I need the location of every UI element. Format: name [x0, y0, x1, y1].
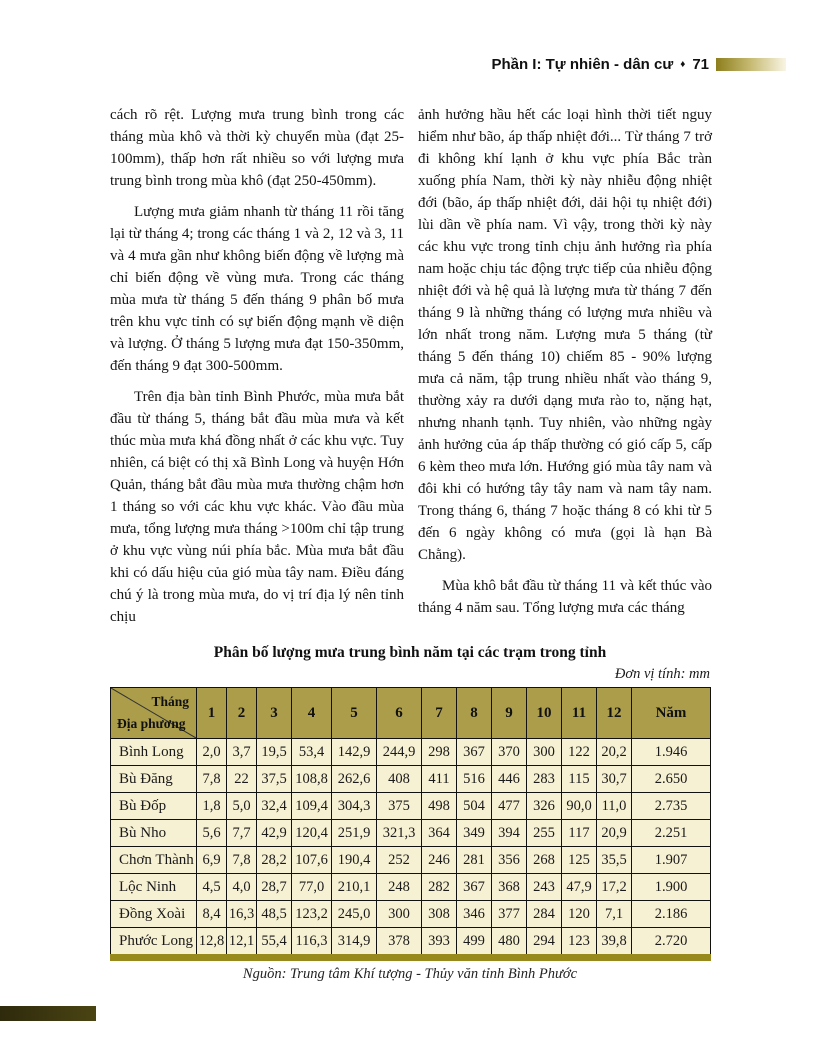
month-header-cell: 10 [527, 688, 562, 739]
rain-value-cell: 408 [377, 766, 422, 793]
rain-value-cell: 2,0 [197, 739, 227, 766]
rain-value-cell: 2.251 [632, 820, 711, 847]
rain-value-cell: 368 [492, 874, 527, 901]
right-column [418, 104, 712, 637]
rain-value-cell: 1.907 [632, 847, 711, 874]
rain-value-cell: 255 [527, 820, 562, 847]
rain-value-cell: 282 [422, 874, 457, 901]
station-name-cell: Phước Long [111, 928, 197, 958]
running-header [0, 56, 786, 73]
paragraph: Lượng mưa giảm nhanh từ tháng 11 rồi tăng lại từ tháng 4; trong các tháng 1 và 2, 12 và 3, 11 và 4 mưa gần như không biến động về lượng mà chỉ biến động về vùng mưa. Trong các tháng mùa mưa từ tháng 5 đến tháng 9 phân bố mưa trên khu vực tỉnh có sự biến động mạnh về diện và lượng. Ở tháng 5 lượng mưa đạt 150-350mm, đến tháng 9 đạt 300-500mm. [110, 204, 404, 374]
rain-value-cell: 246 [422, 847, 457, 874]
rain-value-cell: 28,7 [257, 874, 292, 901]
rain-value-cell: 107,6 [292, 847, 332, 874]
rain-value-cell: 349 [457, 820, 492, 847]
table-title: Phân bố lượng mưa trung bình năm tại các trạm trong tỉnh [213, 644, 607, 661]
month-header-cell: 11 [562, 688, 597, 739]
rain-value-cell: 37,5 [257, 766, 292, 793]
station-name-cell: Bù Đăng [111, 766, 197, 793]
rain-value-cell: 117 [562, 820, 597, 847]
diamond-icon: ♦ [680, 59, 686, 70]
rain-value-cell: 1.946 [632, 739, 711, 766]
rain-value-cell: 116,3 [292, 928, 332, 958]
rain-value-cell: 19,5 [257, 739, 292, 766]
rain-value-cell: 2.650 [632, 766, 711, 793]
rain-value-cell: 122 [562, 739, 597, 766]
month-header-cell: 4 [292, 688, 332, 739]
rain-value-cell: 7,8 [227, 847, 257, 874]
rain-value-cell: 5,6 [197, 820, 227, 847]
rain-value-cell: 190,4 [332, 847, 377, 874]
rain-value-cell: 251,9 [332, 820, 377, 847]
rain-value-cell: 446 [492, 766, 527, 793]
rain-value-cell: 210,1 [332, 874, 377, 901]
rain-value-cell: 20,2 [597, 739, 632, 766]
rain-value-cell: 498 [422, 793, 457, 820]
rain-value-cell: 11,0 [597, 793, 632, 820]
month-header-cell: 7 [422, 688, 457, 739]
station-name-cell: Bình Long [111, 739, 197, 766]
rain-value-cell: 53,4 [292, 739, 332, 766]
rain-value-cell: 2.186 [632, 901, 711, 928]
rain-value-cell: 298 [422, 739, 457, 766]
rain-value-cell: 356 [492, 847, 527, 874]
table-row [111, 928, 711, 958]
rain-value-cell: 516 [457, 766, 492, 793]
rain-value-cell: 262,6 [332, 766, 377, 793]
rain-value-cell: 125 [562, 847, 597, 874]
table-row [111, 793, 711, 820]
rain-value-cell: 35,5 [597, 847, 632, 874]
month-header-cell: 6 [377, 688, 422, 739]
rain-value-cell: 364 [422, 820, 457, 847]
header-title: Phần I: Tự nhiên - dân cư [491, 56, 674, 73]
rain-value-cell: 90,0 [562, 793, 597, 820]
rain-value-cell: 12,1 [227, 928, 257, 958]
rain-value-cell: 252 [377, 847, 422, 874]
rain-value-cell: 321,3 [377, 820, 422, 847]
rain-value-cell: 16,3 [227, 901, 257, 928]
rain-value-cell: 283 [527, 766, 562, 793]
rain-value-cell: 28,2 [257, 847, 292, 874]
paragraph: Trên địa bàn tỉnh Bình Phước, mùa mưa bắt đầu từ tháng 5, tháng bắt đầu mùa mưa và kết thúc mùa mưa khá đồng nhất ở các khu vực. Tuy nhiên, cá biệt có thị xã Bình Long và huyện Hớn Quản, tháng bắt đầu mùa mưa thường chậm hơn 1 tháng so với các khu vực khác. Vào đầu mùa mưa, tổng lượng mưa tháng >100m chỉ tập trung ở khu vực vùng núi phía bắc. Mùa mưa bắt đầu khi có dấu hiệu của gió mùa tây nam. Điều đáng chú ý là trong mùa mưa, do vị trí địa lý nên tỉnh chịu [110, 389, 404, 625]
rain-value-cell: 32,4 [257, 793, 292, 820]
text-columns [110, 104, 712, 637]
rain-value-cell: 268 [527, 847, 562, 874]
rain-value-cell: 120 [562, 901, 597, 928]
month-header-cell: 12 [597, 688, 632, 739]
month-header-cell: 8 [457, 688, 492, 739]
rain-value-cell: 245,0 [332, 901, 377, 928]
month-header-cell: 2 [227, 688, 257, 739]
rain-value-cell: 4,5 [197, 874, 227, 901]
rain-value-cell: 55,4 [257, 928, 292, 958]
month-header-cell: 3 [257, 688, 292, 739]
rain-value-cell: 394 [492, 820, 527, 847]
table-header-row [111, 688, 711, 739]
rain-value-cell: 300 [377, 901, 422, 928]
month-header-cell: 5 [332, 688, 377, 739]
station-name-cell: Lộc Ninh [111, 874, 197, 901]
rain-value-cell: 7,8 [197, 766, 227, 793]
rain-value-cell: 12,8 [197, 928, 227, 958]
rain-value-cell: 294 [527, 928, 562, 958]
station-name-cell: Bù Đốp [111, 793, 197, 820]
corner-header-cell [111, 688, 197, 739]
table-row [111, 739, 711, 766]
station-name-cell: Đồng Xoài [111, 901, 197, 928]
rain-value-cell: 108,8 [292, 766, 332, 793]
rain-value-cell: 477 [492, 793, 527, 820]
rain-value-cell: 281 [457, 847, 492, 874]
rain-value-cell: 314,9 [332, 928, 377, 958]
corner-label-location: Địa phương [117, 716, 186, 731]
rain-value-cell: 499 [457, 928, 492, 958]
rainfall-table [110, 687, 711, 961]
rain-value-cell: 6,9 [197, 847, 227, 874]
table-row [111, 847, 711, 874]
rain-value-cell: 393 [422, 928, 457, 958]
rain-value-cell: 3,7 [227, 739, 257, 766]
header-gradient-bar [716, 58, 786, 71]
page-number: 71 [692, 56, 709, 73]
corner-label-month: Tháng [151, 694, 189, 709]
paragraph: Mùa khô bắt đầu từ tháng 11 và kết thúc vào tháng 4 năm sau. Tổng lượng mưa các tháng [418, 578, 712, 616]
paragraph: cách rõ rệt. Lượng mưa trung bình trong các tháng mùa khô và thời kỳ chuyển mùa (đạt 25-100mm), thấp hơn rất nhiều so với lượng mưa trung bình trong mùa khô (đạt 250-450mm). [110, 107, 404, 189]
rain-value-cell: 115 [562, 766, 597, 793]
rain-value-cell: 7,7 [227, 820, 257, 847]
rain-value-cell: 39,8 [597, 928, 632, 958]
station-name-cell: Bù Nho [111, 820, 197, 847]
rain-value-cell: 1,8 [197, 793, 227, 820]
rain-value-cell: 5,0 [227, 793, 257, 820]
rain-value-cell: 243 [527, 874, 562, 901]
month-header-cell: 1 [197, 688, 227, 739]
rain-value-cell: 377 [492, 901, 527, 928]
rain-value-cell: 304,3 [332, 793, 377, 820]
rain-value-cell: 30,7 [597, 766, 632, 793]
rain-value-cell: 120,4 [292, 820, 332, 847]
rain-value-cell: 48,5 [257, 901, 292, 928]
rain-value-cell: 7,1 [597, 901, 632, 928]
rain-value-cell: 142,9 [332, 739, 377, 766]
rain-value-cell: 367 [457, 739, 492, 766]
rain-value-cell: 308 [422, 901, 457, 928]
rain-value-cell: 284 [527, 901, 562, 928]
rain-value-cell: 22 [227, 766, 257, 793]
table-row [111, 901, 711, 928]
rain-value-cell: 17,2 [597, 874, 632, 901]
rain-value-cell: 244,9 [377, 739, 422, 766]
rain-value-cell: 2.720 [632, 928, 711, 958]
rain-value-cell: 1.900 [632, 874, 711, 901]
month-header-cell: Năm [632, 688, 711, 739]
rain-table-body [111, 739, 711, 958]
rain-value-cell: 300 [527, 739, 562, 766]
rain-value-cell: 326 [527, 793, 562, 820]
rain-value-cell: 370 [492, 739, 527, 766]
rain-value-cell: 367 [457, 874, 492, 901]
rain-value-cell: 411 [422, 766, 457, 793]
table-row [111, 820, 711, 847]
left-column [110, 104, 404, 637]
table-row [111, 766, 711, 793]
rain-value-cell: 375 [377, 793, 422, 820]
rain-value-cell: 47,9 [562, 874, 597, 901]
rain-value-cell: 42,9 [257, 820, 292, 847]
rain-value-cell: 2.735 [632, 793, 711, 820]
footer-ornament-bar [0, 1006, 96, 1021]
rain-value-cell: 4,0 [227, 874, 257, 901]
rain-value-cell: 20,9 [597, 820, 632, 847]
rain-value-cell: 504 [457, 793, 492, 820]
rain-value-cell: 109,4 [292, 793, 332, 820]
rain-value-cell: 123,2 [292, 901, 332, 928]
rain-value-cell: 8,4 [197, 901, 227, 928]
rain-value-cell: 346 [457, 901, 492, 928]
rain-value-cell: 123 [562, 928, 597, 958]
rain-value-cell: 480 [492, 928, 527, 958]
rain-value-cell: 378 [377, 928, 422, 958]
table-unit-label: Đơn vị tính: mm [614, 666, 710, 682]
month-header-cell: 9 [492, 688, 527, 739]
table-source-note: Nguồn: Trung tâm Khí tượng - Thủy văn tỉnh Bình Phước [242, 966, 578, 982]
rain-value-cell: 248 [377, 874, 422, 901]
paragraph: ảnh hưởng hầu hết các loại hình thời tiết nguy hiểm như bão, áp thấp nhiệt đới... Từ tháng 7 trở đi không khí lạnh ở khu vực phía Bắc tràn xuống phía Nam, thời kỳ này nhiễu động nhiệt đới (bão, áp thấp nhiệt đới, dải hội tụ nhiệt đới) lùi dần về phía nam. Vì vậy, trong thời kỳ này các khu vực trong tỉnh chịu ảnh hưởng rìa phía nam hoặc chịu tác động trực tiếp của nhiễu động nhiệt đới và hệ quả là lượng mưa từ tháng 7 đến tháng 9 là những tháng có lượng mưa nhiều và lớn nhất trong năm. Lượng mưa 5 tháng (từ tháng 5 đến tháng 10) chiếm 85 - 90% lượng mưa cả năm, tập trung nhiều nhất vào tháng 9, thường xảy ra dưới dạng mưa rào to, nặng hạt, nhưng nhanh tạnh. Tuy nhiên, vào những ngày ảnh hưởng của áp thấp thường có gió cấp 5, cấp 6 kèm theo mưa lớn. Hướng gió mùa tây nam và đôi khi có hướng tây tây nam và nam tây nam. Trong tháng 6, tháng 7 hoặc tháng 8 có khi từ 5 đến 6 ngày không có mưa (gọi là hạn Bà Chằng). [418, 107, 712, 563]
station-name-cell: Chơn Thành [111, 847, 197, 874]
table-row [111, 874, 711, 901]
rain-value-cell: 77,0 [292, 874, 332, 901]
